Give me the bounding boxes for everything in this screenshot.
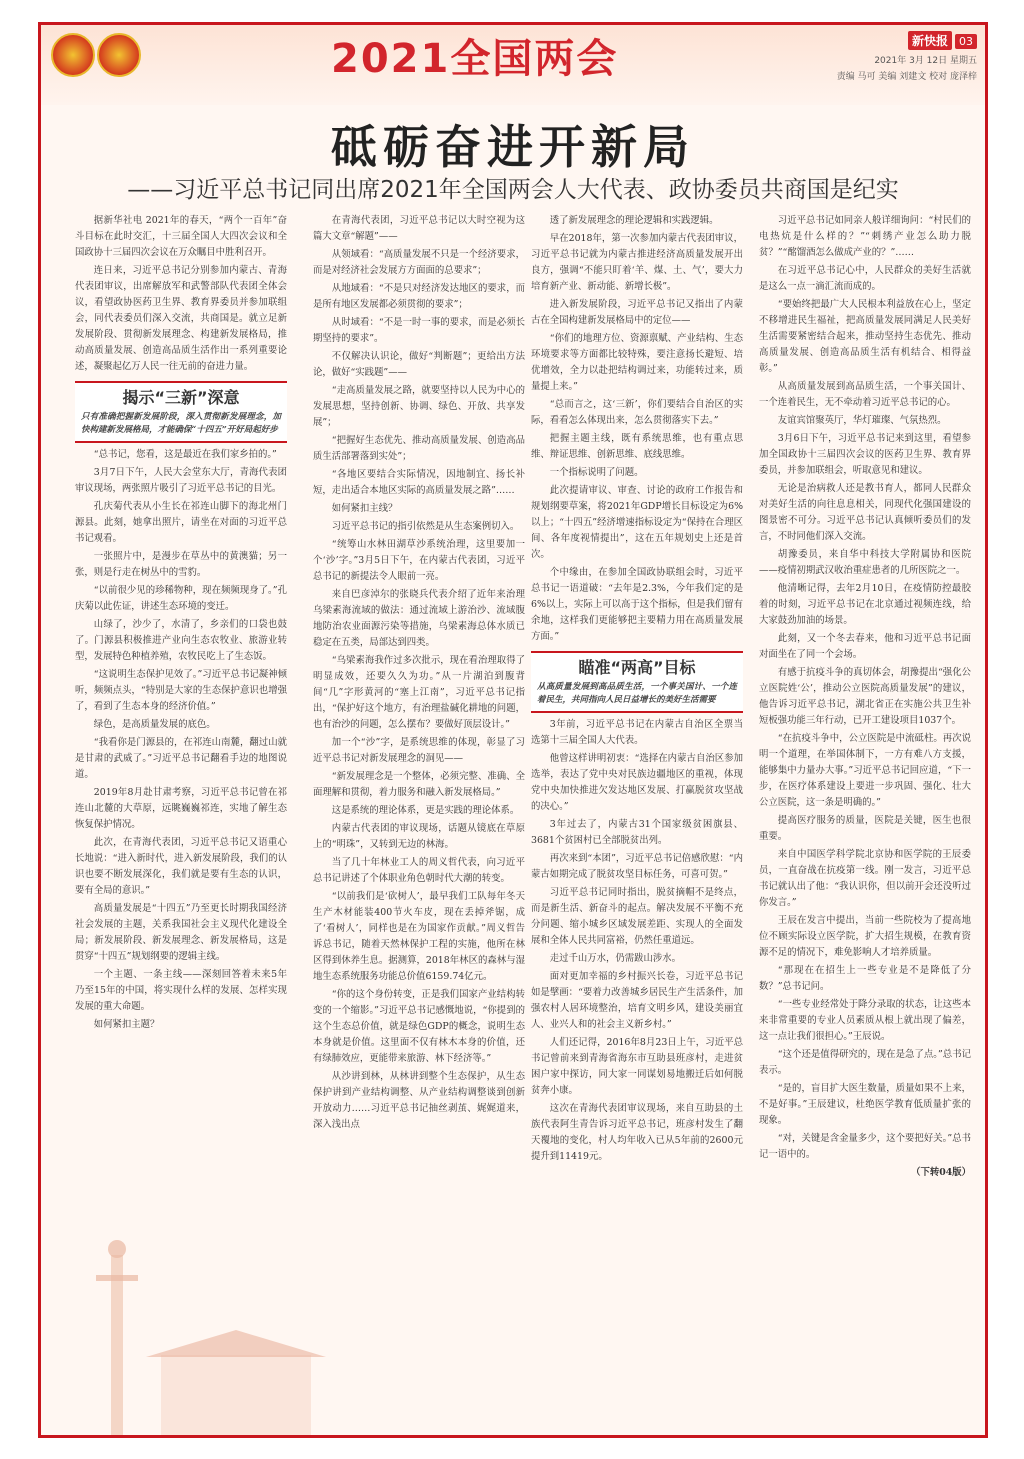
paragraph: “以前很少见的珍稀物种，现在频频现身了。”孔庆菊以此佐证，讲述生态环境的变迁。: [75, 585, 287, 612]
paragraph: 此次，在青海代表团，习近平总书记又语重心长地说：“进入新时代，进入新发展阶段，我们的认识也要不断发展深化，我们就是要有生态的认识，要有全局的意识。”: [75, 837, 287, 896]
page-banner: [41, 25, 985, 105]
paragraph: “对，关键是含金量多少，这个要把好关。”总书记一语中的。: [759, 1133, 971, 1160]
paragraph: “走高质量发展之路，就要坚持以人民为中心的发展思想，坚持创新、协调、绿色、开放、共享发展”；: [313, 385, 525, 428]
paragraph: 山绿了，沙少了，水清了，乡亲们的口袋也鼓了。门源县积极推进产业向生态农牧业、旅游业转型，发展特色种植养殖，农牧民吃上了生态饭。: [75, 619, 287, 662]
paragraph: 从地域看：“不是只对经济发达地区的要求，而是所有地区发展都必须贯彻的要求”；: [313, 283, 525, 310]
paragraph: 个中缘由，在参加全国政协联组会时，习近平总书记一语道破：“去年是2.3%，今年我们定的是6%以上，实际上可以高于这个指标，但是我们留有余地，这样我们更能够把主要精力用在高质量发展方面。”: [531, 567, 743, 642]
paragraph: “是的，盲目扩大医生数量，质量如果不上来，不是好事。”王辰建议，杜绝医学教育低质量扩张的现象。: [759, 1083, 971, 1126]
paragraph: 人们还记得，2016年8月23日上午，习近平总书记曾前来到青海省海东市互助县班彦村，走进贫困户家中探访，同大家一同谋划易地搬迁后如何脱贫奔小康。: [531, 1037, 743, 1096]
paragraph: “这说明生态保护见效了。”习近平总书记凝神倾听，频频点头，“特别是大家的生态保护意识也增强了，看到了生态本身的经济价值。”: [75, 669, 287, 712]
paragraph: “你的这个身份转变，正是我们国家产业结构转变的一个缩影。”习近平总书记感慨地说，“你提到的这个生态总价值，就是绿色GDP的概念，说明生态本身就是价值。这里面不仅有林木本身的价值，还有绿肺效应，更能带来旅游、林下经济等。”: [313, 989, 525, 1064]
tiananmen-icon: [146, 1330, 326, 1435]
paragraph: “一些专业经常处于降分录取的状态，让这些本来非常重要的专业人员素质从根上就出现了偏差，这一点让我们很担心。”王辰说。: [759, 999, 971, 1042]
paragraph: 此次提请审议、审查、讨论的政府工作报告和规划纲要草案，将2021年GDP增长目标设定为6%以上；“十四五”经济增速指标设定为“保持在合理区间、各年度视情提出”，这在五年规划史上还是首次。: [531, 485, 743, 560]
paragraph: 来自巴彦淖尔的张晓兵代表介绍了近年来治理乌梁素海流域的做法：通过流域上游治沙、流域腹地防治农业面源污染等措施，乌梁素海总体水质已稳定在五类，局部达到四类。: [313, 589, 525, 648]
paragraph: 孔庆菊代表从小生长在祁连山脚下的海北州门源县。此刻，她拿出照片，请坐在对面的习近平总书记观看。: [75, 501, 287, 544]
paragraph: 3年过去了，内蒙古31个国家级贫困旗县、3681个贫困村已全部脱贫出列。: [531, 819, 743, 846]
paragraph: “要始终把最广大人民根本利益放在心上，坚定不移增进民生福祉，把高质量发展同满足人民美好生活需要紧密结合起来，推动坚持生态优先、推动高质量发展、创造高品质生活有机结合、相得益彰。”: [759, 299, 971, 374]
headline: 砥砺奋进开新局: [331, 120, 695, 174]
paragraph: “各地区要结合实际情况，因地制宜、扬长补短，走出适合本地区实际的高质量发展之路”……: [313, 469, 525, 496]
paragraph: 透了新发展理念的理论逻辑和实践逻辑。: [549, 215, 719, 226]
section-title: 揭示“三新”深意: [122, 388, 240, 407]
paragraph: 一个指标说明了问题。: [549, 467, 644, 478]
paragraph: 在青海代表团，习近平总书记以大时空视为这篇大文章“解题”——: [313, 215, 525, 242]
paragraph: 他曾这样讲明初衷：“选择在内蒙古自治区参加选举，表达了党中央对民族边疆地区的重视，体现党中央加快推进欠发达地区发展、打赢脱贫攻坚战的决心。”: [531, 753, 743, 812]
paragraph: 3年前，习近平总书记在内蒙古自治区全票当选第十三届全国人大代表。: [531, 719, 743, 746]
page-number: 03: [955, 34, 977, 49]
paragraph: “我看你是门源县的，在祁连山南麓，翻过山就是甘肃的武威了。”习近平总书记翻看手边的地图说道。: [75, 737, 287, 780]
issue-date: 2021年 3月 12日 星期五: [874, 56, 977, 66]
paragraph: “以前我们是‘砍树人’，最早我们工队每年冬天生产木材能装400节火车皮，现在丢掉斧锯，成了‘看树人’，同样也是在为国家作贡献。”周义哲告诉总书记，随着天然林保护工程的实施，他所在林区得到休养生息。据测算，2018年林区的森林与湿地生态系统服务功能总价值6159.74亿元。: [313, 891, 525, 982]
editor-credits: 责编 马可 美编 刘建文 校对 庞泽梓: [836, 72, 977, 82]
paragraph: “那现在在招生上一些专业是不是降低了分数？”总书记问。: [759, 965, 971, 992]
section-header-lianggao: [531, 651, 743, 713]
paragraph: 从领域看：“高质量发展不只是一个经济要求，而是对经济社会发展方方面面的总要求”；: [313, 249, 525, 276]
paragraph: 再次来到“本团”，习近平总书记倍感欣慰：“内蒙古如期完成了脱贫攻坚目标任务，可喜可贺。”: [531, 853, 743, 880]
paragraph: “在抗疫斗争中，公立医院是中流砥柱。再次说明一个道理，在举国体制下，一方有难八方支援，能够集中力量办大事。”习近平总书记回应道，“下一步，在医疗体系建设上要进一步巩固、强化、壮大公立医院，这一条是明确的。”: [759, 733, 971, 808]
paragraph: 从高质量发展到高品质生活，一个事关国计、一个连着民生，无不牵动着习近平总书记的心。: [759, 381, 971, 408]
paragraph: 加一个“沙”字，是系统思维的体现，彰显了习近平总书记对新发展理念的洞见——: [313, 737, 525, 764]
paragraph: 不仅解决认识论，做好“判断题”；更给出方法论，做好“实践题”——: [313, 351, 525, 378]
edition-info: [837, 31, 977, 82]
national-emblem-icon: [51, 33, 95, 77]
section-header-sanxin: [75, 381, 287, 443]
paragraph: 他清晰记得，去年2月10日，在疫情防控最胶着的时刻，习近平总书记在北京通过视频连线，给大家鼓劲加油的场景。: [759, 583, 971, 626]
paragraph: 内蒙古代表团的审议现场，话题从镜底在草原上的“明珠”，又转到无边的林海。: [313, 823, 525, 850]
paragraph: 把握主题主线，既有系统思维，也有重点思维、辩证思维、创新思维、底线思维。: [531, 433, 743, 460]
article-column-3: [531, 213, 743, 1167]
paragraph: 走过千山万水，仍需跋山涉水。: [549, 953, 682, 964]
paragraph: 3月6日下午，习近平总书记来到这里，看望参加全国政协十三届四次会议的医药卫生界、教育界委员，并参加联组会，听取意见和建议。: [759, 433, 971, 476]
paragraph: “统筹山水林田湖草沙系统治理，这里要加一个‘沙’字。”3月5日下午，在内蒙古代表团，习近平总书记的新提法令人眼前一亮。: [313, 539, 525, 582]
article-column-4: [759, 213, 971, 1183]
subheadline: ——习近平总书记同出席2021年全国两会人大代表、政协委员共商国是纪实: [127, 177, 899, 203]
paragraph: 来自中国医学科学院北京协和医学院的王辰委员，一直奋战在抗疫第一线。刚一发言，习近平总书记就认出了他：“我认识你，但以前开会还没听过你发言。”: [759, 849, 971, 908]
article-column-2: [313, 213, 525, 1135]
paragraph: 2019年8月赴甘肃考察，习近平总书记曾在祁连山北麓的大草原，远眺巍巍祁连，实地了解生态恢复保护情况。: [75, 787, 287, 830]
paragraph: 习近平总书记如同亲人般详细询问：“村民们的电热炕是什么样的？”“刺绣产业怎么助力脱贫？”“酩馏酒怎么做成产业的？”……: [759, 215, 971, 258]
paragraph: 在习近平总书记心中，人民群众的美好生活就是这么一点一滴汇流而成的。: [759, 265, 971, 292]
paragraph: 此刻，又一个冬去春来，他和习近平总书记面对面坐在了同一个会场。: [759, 633, 971, 660]
paragraph: 友谊宾馆聚英厅，华灯璀璨、气氛热烈。: [777, 415, 947, 426]
paragraph: “新发展理念是一个整体，必须完整、准确、全面理解和贯彻，着力服务和融入新发展格局。”: [313, 771, 525, 798]
section-lead: 只有准确把握新发展阶段，深入贯彻新发展理念，加快构建新发展格局，才能确保“十四五”开好局起好步: [81, 412, 281, 435]
paragraph: “这个还是值得研究的，现在是急了点。”总书记表示。: [759, 1049, 971, 1076]
paragraph: 习近平总书记的指引依然是从生态案例切入。: [331, 521, 520, 532]
huabiao-pillar-icon: [96, 1240, 138, 1435]
paragraph: 早在2018年，第一次参加内蒙古代表团审议，习近平总书记就为内蒙古推进经济高质量发展开出良方，强调“不能只盯着‘羊、煤、土、气’，要大力培育新产业、新动能、新增长极”。: [531, 233, 743, 292]
paragraph: “乌梁素海我作过多次批示，现在看治理取得了明显成效，还要久久为功。”从一片湖泊到腹背间“几”字形黄河的“塞上江南”，习近平总书记指出，“保护好这个地方，有治理盐碱化耕地的问题，也有治沙的问题，怎么摆布？要做好顶层设计。”: [313, 655, 525, 730]
paragraph: “把握好生态优先、推动高质量发展、创造高品质生活部署落到实处”；: [313, 435, 525, 462]
paragraph: 连日来，习近平总书记分别参加内蒙古、青海代表团审议，出席解放军和武警部队代表团全体会议，看望政协医药卫生界、教育界委员并参加联组会，同代表委员们深入交流，共商国是。就立足新发展阶段、贯彻新发展理念、构建新发展格局，推动高质量发展、创造高品质生活作出一系列重要论述，凝聚起亿万人民一往无前的奋进力量。: [75, 265, 287, 372]
huabiao-tiananmen-decoration: [41, 1215, 341, 1435]
paragraph: “总而言之，这‘三新’，你们要结合自治区的实际，看看怎么体现出来，怎么贯彻落实下去。”: [531, 399, 743, 426]
section-lead: 从高质量发展到高品质生活，一个事关国计、一个连着民生，共同指向人民日益增长的美好生活需要: [537, 682, 737, 705]
paragraph: 如何紧扣主线？: [331, 503, 398, 514]
paragraph: 有感于抗疫斗争的真切体会，胡豫提出“强化公立医院姓‘公’，推动公立医院高质量发展”的建议，他告诉习近平总书记，湖北省正在实施公共卫生补短板强功能三年行动，已开工建设项目1037个。: [759, 667, 971, 726]
brand-badge: 新快报: [908, 31, 952, 50]
cppcc-emblem-icon: [97, 33, 141, 77]
paragraph: 这次在青海代表团审议现场，来自互助县的土族代表阿生青告诉习近平总书记，班彦村发生了翻天覆地的变化，村人均年收入已从5年前的2600元提升到11419元。: [531, 1103, 743, 1162]
paragraph: 胡豫委员，来自华中科技大学附属协和医院——疫情初期武汉收治重症患者的几所医院之一。: [759, 549, 971, 576]
paragraph: 面对更加幸福的乡村振兴长卷，习近平总书记如是擘画：“要着力改善城乡居民生产生活条件，加强农村人居环境整治，培育文明乡风，建设美丽宜人、业兴人和的社会主义新乡村。”: [531, 971, 743, 1030]
paragraph: 王辰在发言中提出，当前一些院校为了提高地位不顾实际设立医学院，扩大招生规模，在教育资源不足的情况下，难免影响人才培养质量。: [759, 915, 971, 958]
paragraph: 高质量发展是“十四五”乃至更长时期我国经济社会发展的主题，关系我国社会主义现代化建设全局；新发展阶段、新发展理念、新发展格局，这是贯穿“十四五”规划纲要的逻辑主线。: [75, 903, 287, 962]
section-title: 瞄准“两高”目标: [578, 658, 696, 677]
paragraph: 提高医疗服务的质量，医院是关键，医生也很重要。: [759, 815, 971, 842]
paragraph: 进入新发展阶段，习近平总书记又指出了内蒙古在全国构建新发展格局中的定位——: [531, 299, 743, 326]
page-frame: [38, 22, 988, 1438]
paragraph: 据新华社电 2021年的春天，“两个一百年”奋斗目标在此时交汇，十三届全国人大四次会议和全国政协十三届四次会议在万众瞩目中胜利召开。: [75, 215, 287, 258]
paragraph: “总书记，您看，这是最近在我们家乡拍的。”: [93, 449, 277, 460]
article-column-1: [75, 213, 287, 1035]
continued-notice: （下转04版）: [911, 1167, 971, 1178]
paragraph: 无论是治病救人还是教书育人，都同人民群众对美好生活的向往息息相关，同现代化强国建设的图景密不可分。习近平总书记认真倾听委员们的发言，不时同他们深入交流。: [759, 483, 971, 542]
paragraph: 一张照片中，是漫步在草丛中的黄澳猫；另一张，则是行走在树丛中的雪豹。: [75, 551, 287, 578]
paragraph: 如何紧扣主题？: [93, 1019, 160, 1030]
paragraph: 3月7日下午，人民大会堂东大厅，青海代表团审议现场，两张照片吸引了习近平总书记的目光。: [75, 467, 287, 494]
paragraph: 这是系统的理论体系，更是实践的理论体系。: [331, 805, 520, 816]
paragraph: 从沙讲到林，从林讲到整个生态保护，从生态保护讲到产业结构调整、从产业结构调整谈到创新开放动力……习近平总书记抽丝剥茧、娓娓道来，深入浅出点: [313, 1071, 525, 1130]
paragraph: 绿色，是高质量发展的底色。: [93, 719, 216, 730]
paragraph: 当了几十年林业工人的周义哲代表，向习近平总书记讲述了个体职业角色朝时代大潮的转变。: [313, 857, 525, 884]
paragraph: 一个主题、一条主线——深刻回答着未来5年乃至15年的中国，将实现什么样的发展、怎样实现发展的重大命题。: [75, 969, 287, 1012]
paragraph: “你们的地理方位、资源禀赋、产业结构、生态环境要求等方面都比较特殊，要注意扬长避短、培优增效，全力以赴把结构调过来，功能转过来，质量提上来。”: [531, 333, 743, 392]
paragraph: 从时域看：“不是一时一事的要求，而是必须长期坚持的要求”。: [313, 317, 525, 344]
banner-title: 2021全国两会: [331, 36, 619, 82]
paragraph: 习近平总书记同时指出，脱贫摘帽不是终点，而是新生活、新奋斗的起点。解决发展不平衡不充分问题、缩小城乡区域发展差距、实现人的全面发展和全体人民共同富裕，仍然任重道远。: [531, 887, 743, 946]
